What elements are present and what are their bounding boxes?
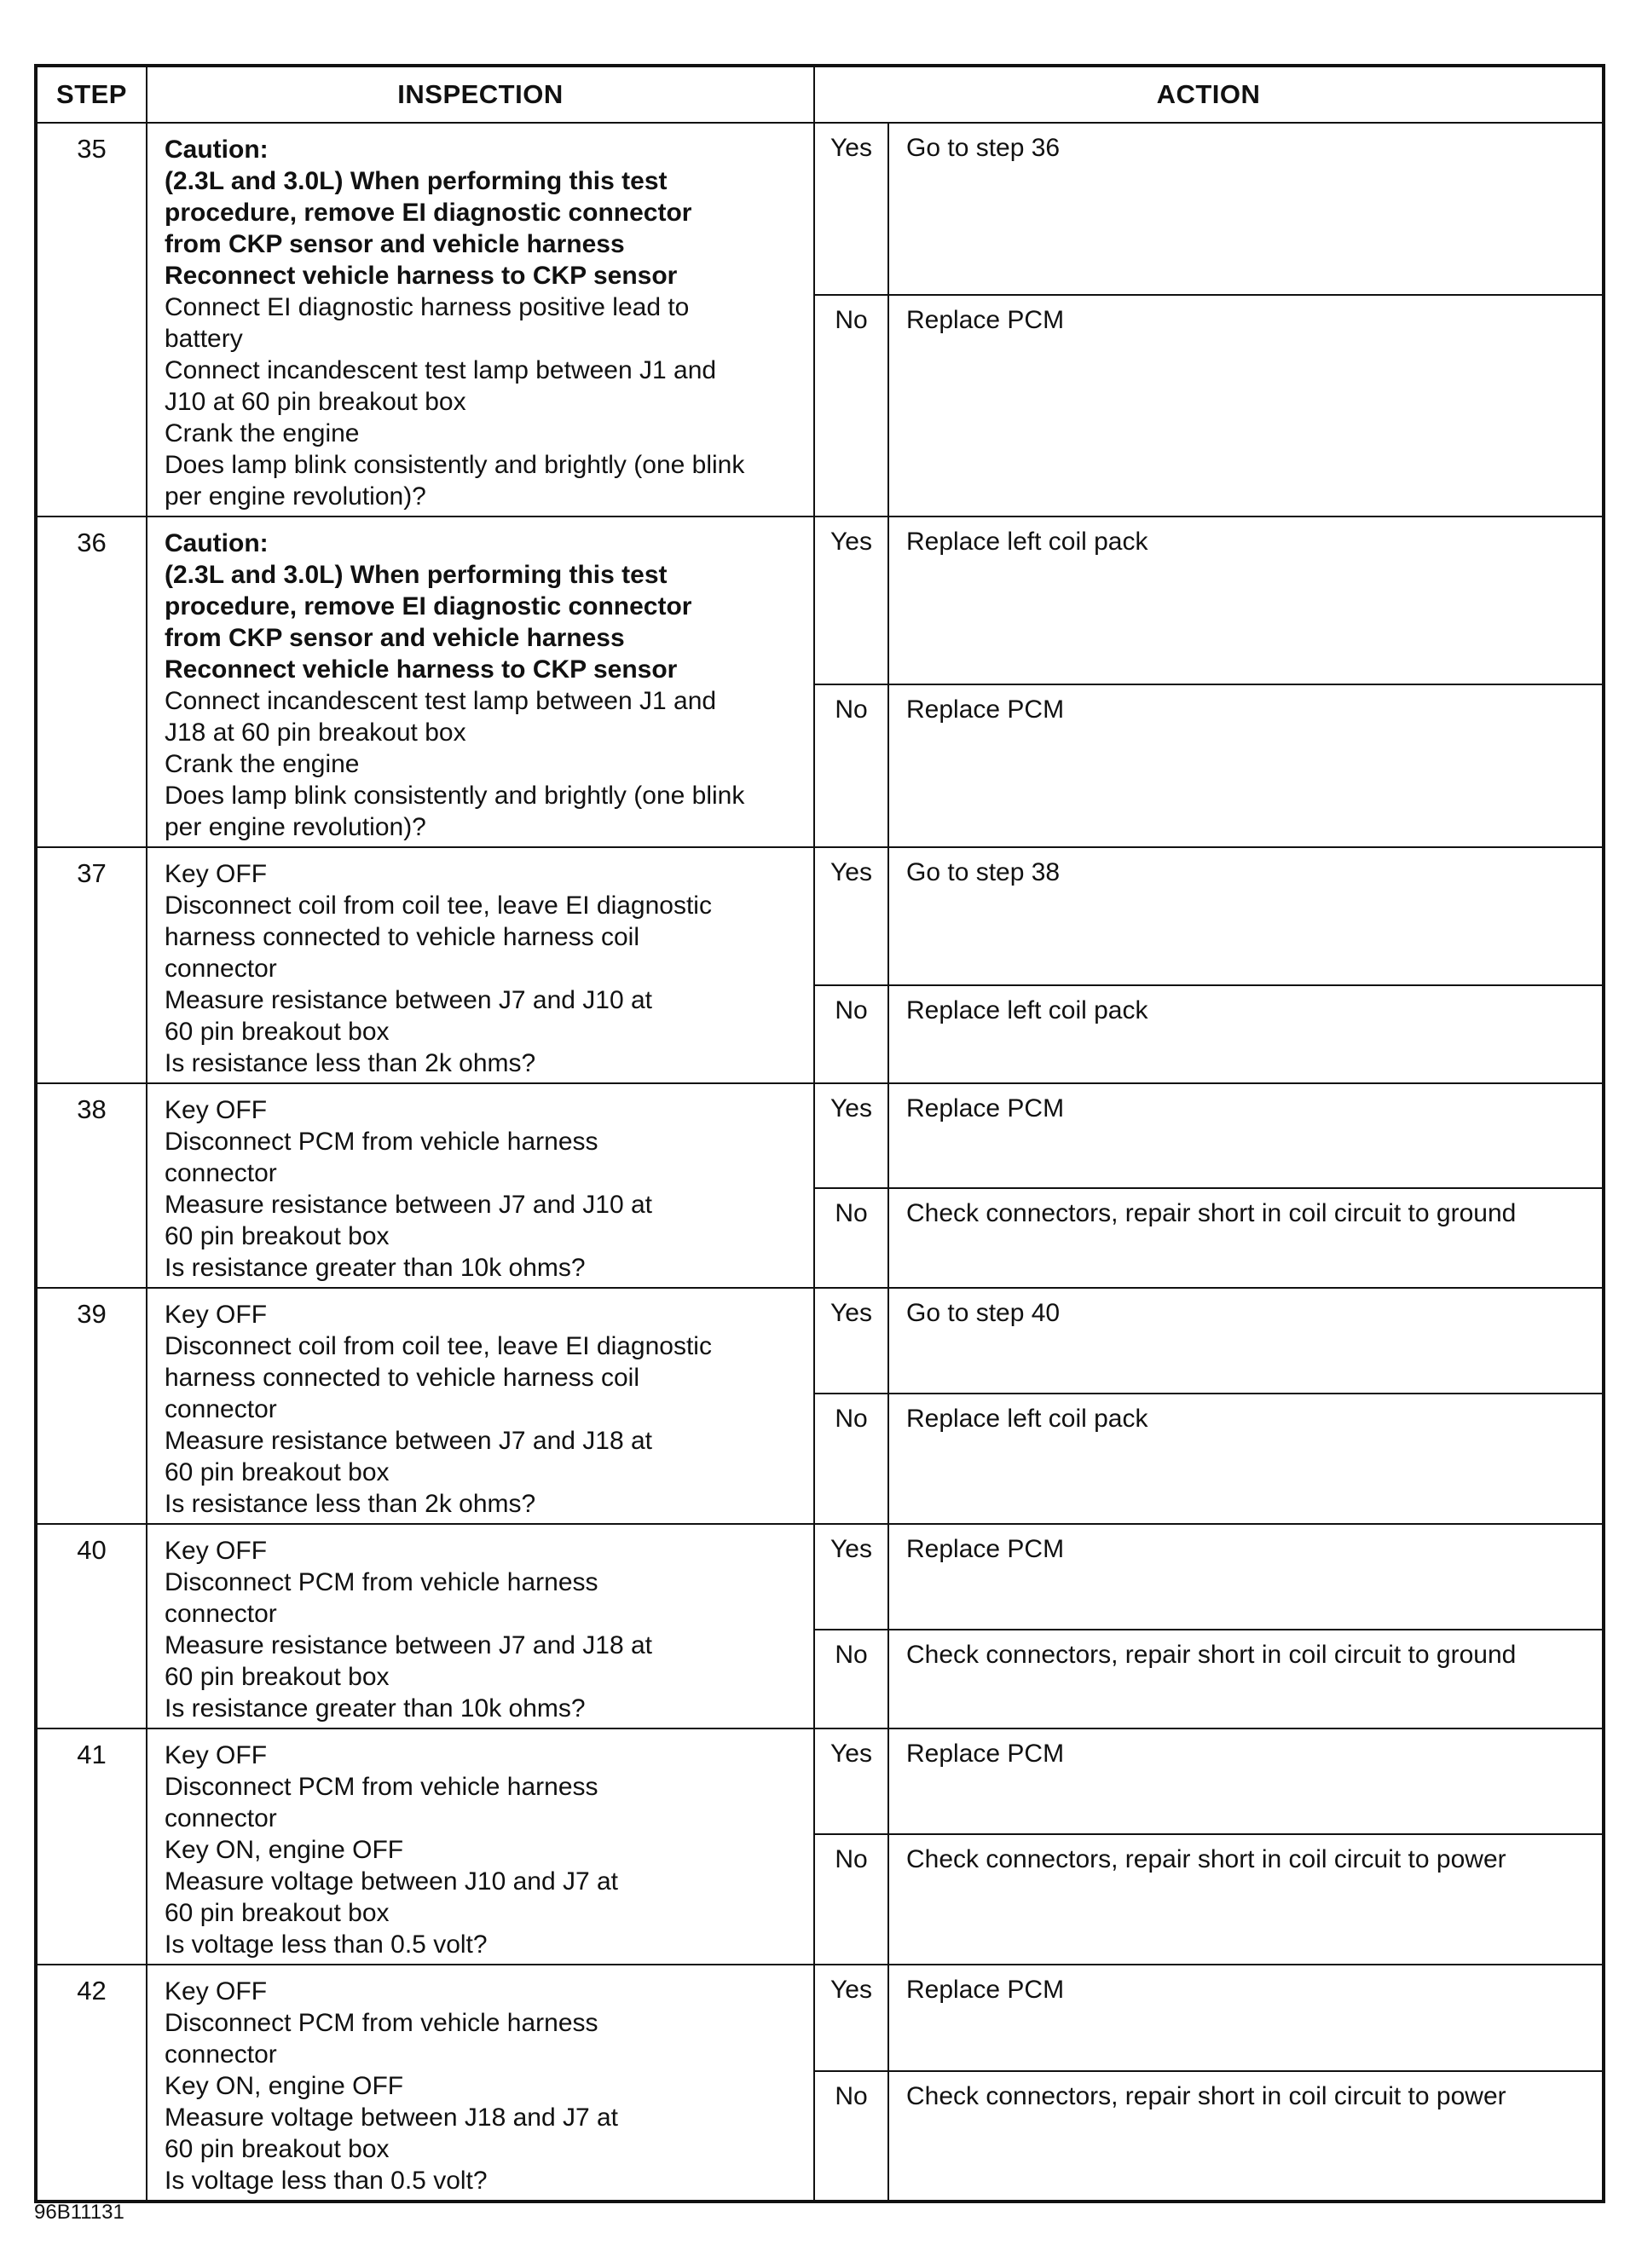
inspection-line: Measure resistance between J7 and J18 at: [165, 1631, 653, 1659]
step-cell: [36, 1288, 147, 1524]
inspection-line: 60 pin breakout box: [165, 1663, 390, 1691]
no-action-cell: [888, 1630, 1604, 1728]
inspection-line: Is resistance greater than 10k ohms?: [165, 1254, 586, 1282]
no-cell: [814, 295, 888, 517]
inspection-line: Disconnect PCM from vehicle harness: [165, 1128, 598, 1156]
inspection-line: harness connected to vehicle harness coil: [165, 923, 639, 951]
inspection-line: 60 pin breakout box: [165, 1222, 390, 1250]
inspection-line: Disconnect PCM from vehicle harness: [165, 2009, 598, 2037]
caution-line: Reconnect vehicle harness to CKP sensor: [165, 655, 678, 684]
no-action: Check connectors, repair short in coil circuit to power: [906, 1844, 1506, 1873]
no-action: Check connectors, repair short in coil circuit to power: [906, 2081, 1506, 2110]
no-cell: [814, 985, 888, 1083]
inspection-line: Key OFF: [165, 1537, 268, 1565]
table-body: [36, 123, 1604, 2202]
inspection-line: connector: [165, 1395, 277, 1423]
inspection-line: Key OFF: [165, 1741, 268, 1769]
step-number: 42: [77, 1976, 107, 2005]
no-action-cell: [888, 985, 1604, 1083]
yes-cell: [814, 123, 888, 295]
no-label: No: [835, 695, 868, 724]
step-number: 41: [77, 1740, 107, 1769]
step-number: 38: [77, 1094, 107, 1124]
action-header: ACTION: [814, 66, 1604, 123]
inspection-line: 60 pin breakout box: [165, 1018, 390, 1046]
inspection-line: Connect incandescent test lamp between J1 and: [165, 687, 717, 715]
inspection-line: harness connected to vehicle harness coil: [165, 1364, 639, 1392]
inspection-line: Disconnect PCM from vehicle harness: [165, 1568, 598, 1596]
inspection-line: Measure resistance between J7 and J18 at: [165, 1427, 653, 1455]
no-action-cell: [888, 2071, 1604, 2202]
inspection-line: Is resistance less than 2k ohms?: [165, 1490, 536, 1518]
no-label: No: [835, 996, 868, 1025]
inspection-line: Key OFF: [165, 1301, 268, 1329]
table-row: [36, 517, 1604, 684]
inspection-line: Measure resistance between J7 and J10 at: [165, 986, 653, 1014]
inspection-line: 60 pin breakout box: [165, 1458, 390, 1486]
inspection-line: Crank the engine: [165, 750, 360, 778]
inspection-cell: [147, 1965, 814, 2202]
yes-cell: [814, 1965, 888, 2071]
no-label: No: [835, 1199, 868, 1228]
yes-label: Yes: [830, 1976, 872, 2004]
yes-action: Go to step 36: [906, 134, 1061, 162]
yes-action-cell: [888, 1083, 1604, 1188]
inspection-cell: [147, 847, 814, 1083]
yes-cell: [814, 517, 888, 684]
caution-line: from CKP sensor and vehicle harness: [165, 624, 625, 652]
no-cell: [814, 1834, 888, 1965]
no-label: No: [835, 1405, 868, 1434]
step-number: 36: [77, 528, 107, 557]
no-action-cell: [888, 1394, 1604, 1524]
inspection-line: J10 at 60 pin breakout box: [165, 388, 466, 416]
inspection-line: Key OFF: [165, 1096, 268, 1124]
no-cell: [814, 684, 888, 847]
inspection-line: Crank the engine: [165, 419, 360, 447]
no-action: Check connectors, repair short in coil circuit to ground: [906, 1640, 1517, 1669]
no-action: Check connectors, repair short in coil circuit to ground: [906, 1199, 1517, 1228]
caution-line: procedure, remove EI diagnostic connector: [165, 592, 692, 620]
yes-label: Yes: [830, 1535, 872, 1563]
inspection-line: Key OFF: [165, 1977, 268, 2005]
table-row: [36, 1083, 1604, 1188]
no-action-cell: [888, 684, 1604, 847]
inspection-line: Connect EI diagnostic harness positive lead to: [165, 293, 690, 321]
inspection-line: Is resistance greater than 10k ohms?: [165, 1694, 586, 1723]
yes-action: Replace PCM: [906, 1535, 1065, 1563]
no-cell: [814, 2071, 888, 2202]
no-action: Replace left coil pack: [906, 1405, 1148, 1434]
inspection-cell: [147, 517, 814, 847]
yes-label: Yes: [830, 1740, 872, 1768]
no-action-cell: [888, 295, 1604, 517]
step-cell: [36, 1524, 147, 1728]
yes-action-cell: [888, 123, 1604, 295]
yes-cell: [814, 1728, 888, 1834]
yes-action-cell: [888, 1728, 1604, 1834]
table-row: [36, 123, 1604, 295]
yes-action-cell: [888, 1965, 1604, 2071]
table-row: [36, 847, 1604, 985]
step-number: 35: [77, 134, 107, 164]
inspection-line: Measure voltage between J10 and J7 at: [165, 1867, 619, 1896]
diagnostic-table: [34, 64, 1605, 2203]
inspection-cell: [147, 1524, 814, 1728]
inspection-line: Key ON, engine OFF: [165, 2072, 404, 2100]
table-row: [36, 1728, 1604, 1834]
inspection-line: Measure voltage between J18 and J7 at: [165, 2104, 619, 2132]
step-number: 37: [77, 858, 107, 888]
step-cell: [36, 1728, 147, 1965]
no-action: Replace PCM: [906, 695, 1065, 724]
step-cell: [36, 1083, 147, 1288]
inspection-line: Does lamp blink consistently and brightly (one blink: [165, 782, 745, 810]
inspection-line: per engine revolution)?: [165, 482, 426, 511]
caution-line: (2.3L and 3.0L) When performing this test: [165, 561, 668, 589]
yes-label: Yes: [830, 134, 872, 162]
inspection-line: connector: [165, 955, 277, 983]
inspection-line: Does lamp blink consistently and brightly (one blink: [165, 451, 745, 479]
yes-label: Yes: [830, 528, 872, 556]
caution-line: Reconnect vehicle harness to CKP sensor: [165, 262, 678, 290]
caution-line: procedure, remove EI diagnostic connector: [165, 199, 692, 227]
inspection-line: 60 pin breakout box: [165, 2135, 390, 2163]
no-action-cell: [888, 1188, 1604, 1288]
header-row: [36, 66, 1604, 123]
inspection-cell: [147, 1288, 814, 1524]
inspection-line: Connect incandescent test lamp between J1 and: [165, 356, 717, 384]
inspection-line: Key OFF: [165, 860, 268, 888]
step-number: 40: [77, 1535, 107, 1565]
step-cell: [36, 1965, 147, 2202]
yes-action: Replace PCM: [906, 1740, 1065, 1768]
no-label: No: [835, 1844, 868, 1873]
inspection-line: per engine revolution)?: [165, 813, 426, 841]
no-action: Replace left coil pack: [906, 996, 1148, 1025]
step-cell: [36, 847, 147, 1083]
yes-action: Go to step 40: [906, 1299, 1061, 1327]
inspection-line: Disconnect PCM from vehicle harness: [165, 1773, 598, 1801]
inspection-line: Is voltage less than 0.5 volt?: [165, 2167, 488, 2195]
no-action-cell: [888, 1834, 1604, 1965]
table-row: [36, 1524, 1604, 1630]
step-cell: [36, 123, 147, 517]
inspection-header: INSPECTION: [147, 66, 814, 123]
no-label: No: [835, 2081, 868, 2110]
yes-action: Go to step 38: [906, 858, 1061, 886]
figure-id: 96B11131: [34, 2201, 124, 2224]
step-cell: [36, 517, 147, 847]
inspection-line: Is voltage less than 0.5 volt?: [165, 1930, 488, 1959]
caution-line: Caution:: [165, 529, 269, 557]
yes-action: Replace left coil pack: [906, 528, 1148, 556]
inspection-line: connector: [165, 2040, 277, 2069]
step-header: STEP: [36, 66, 147, 123]
inspection-line: J18 at 60 pin breakout box: [165, 718, 466, 747]
inspection-cell: [147, 1728, 814, 1965]
inspection-line: 60 pin breakout box: [165, 1899, 390, 1927]
yes-cell: [814, 847, 888, 985]
yes-cell: [814, 1524, 888, 1630]
step-number: 39: [77, 1299, 107, 1329]
yes-action-cell: [888, 1288, 1604, 1394]
inspection-line: Disconnect coil from coil tee, leave EI diagnostic: [165, 1332, 712, 1360]
yes-cell: [814, 1288, 888, 1394]
no-label: No: [835, 1640, 868, 1669]
inspection-cell: [147, 123, 814, 517]
inspection-cell: [147, 1083, 814, 1288]
table-row: [36, 1288, 1604, 1394]
inspection-line: Measure resistance between J7 and J10 at: [165, 1191, 653, 1219]
no-cell: [814, 1188, 888, 1288]
yes-action: Replace PCM: [906, 1094, 1065, 1122]
inspection-line: Key ON, engine OFF: [165, 1836, 404, 1864]
inspection-line: Is resistance less than 2k ohms?: [165, 1049, 536, 1077]
inspection-line: connector: [165, 1804, 277, 1832]
no-label: No: [835, 306, 868, 335]
no-cell: [814, 1394, 888, 1524]
caution-line: (2.3L and 3.0L) When performing this test: [165, 167, 668, 195]
yes-action-cell: [888, 847, 1604, 985]
yes-action-cell: [888, 517, 1604, 684]
yes-cell: [814, 1083, 888, 1188]
no-cell: [814, 1630, 888, 1728]
caution-line: Caution:: [165, 136, 269, 164]
yes-action-cell: [888, 1524, 1604, 1630]
yes-label: Yes: [830, 1094, 872, 1122]
no-action: Replace PCM: [906, 306, 1065, 335]
inspection-line: connector: [165, 1600, 277, 1628]
yes-label: Yes: [830, 858, 872, 886]
table-row: [36, 1965, 1604, 2071]
yes-label: Yes: [830, 1299, 872, 1327]
inspection-line: battery: [165, 325, 243, 353]
inspection-line: connector: [165, 1159, 277, 1187]
yes-action: Replace PCM: [906, 1976, 1065, 2004]
caution-line: from CKP sensor and vehicle harness: [165, 230, 625, 258]
inspection-line: Disconnect coil from coil tee, leave EI diagnostic: [165, 892, 712, 920]
